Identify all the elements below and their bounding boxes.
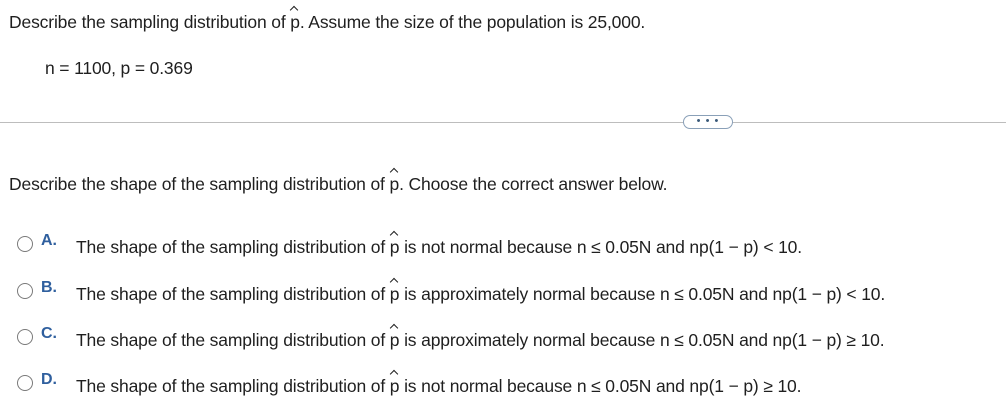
option-text-b-end: is approximately normal because n ≤ 0.05N and np(1 − p) < 10. <box>399 284 886 304</box>
given-values: n = 1100, p = 0.369 <box>45 58 193 78</box>
p-hat-symbol: p <box>290 12 300 32</box>
sub-question-text-start: Describe the shape of the sampling distribution of <box>9 174 390 194</box>
section-divider <box>0 122 1006 123</box>
p-hat-symbol: p <box>389 174 400 194</box>
radio-button-c[interactable] <box>17 329 33 345</box>
radio-button-b[interactable] <box>17 283 33 299</box>
radio-button-a[interactable] <box>17 236 33 252</box>
p-hat-symbol: p <box>389 376 400 396</box>
option-text-a-start: The shape of the sampling distribution of <box>76 237 390 257</box>
option-text-d <box>76 376 801 397</box>
option-text-b <box>76 284 885 305</box>
option-letter-d: D. <box>41 371 57 388</box>
p-hat-symbol: p <box>389 284 400 304</box>
question-text <box>9 12 645 33</box>
option-text-d-start: The shape of the sampling distribution of <box>76 376 390 396</box>
sub-question-text-end: . Choose the correct answer below. <box>399 174 668 194</box>
option-letter-b: B. <box>41 279 57 296</box>
question-text-start: Describe the sampling distribution of <box>9 12 291 32</box>
expand-more-button[interactable]: • • • <box>683 115 733 129</box>
option-text-b-start: The shape of the sampling distribution of <box>76 284 390 304</box>
option-text-c-end: is approximately normal because n ≤ 0.05N and np(1 − p) ≥ 10. <box>399 330 885 350</box>
option-text-a <box>76 237 802 258</box>
option-letter-a: A. <box>41 232 57 249</box>
option-letter-c: C. <box>41 325 57 342</box>
p-hat-symbol: p <box>389 330 400 350</box>
p-hat-symbol: p <box>389 237 400 257</box>
option-text-c-start: The shape of the sampling distribution of <box>76 330 390 350</box>
option-text-d-end: is not normal because n ≤ 0.05N and np(1 − p) ≥ 10. <box>399 376 802 396</box>
option-text-a-end: is not normal because n ≤ 0.05N and np(1 − p) < 10. <box>399 237 802 257</box>
option-text-c <box>76 330 884 351</box>
radio-button-d[interactable] <box>17 375 33 391</box>
sub-question-text <box>9 174 667 195</box>
question-text-end: . Assume the size of the population is 25,000. <box>299 12 646 32</box>
